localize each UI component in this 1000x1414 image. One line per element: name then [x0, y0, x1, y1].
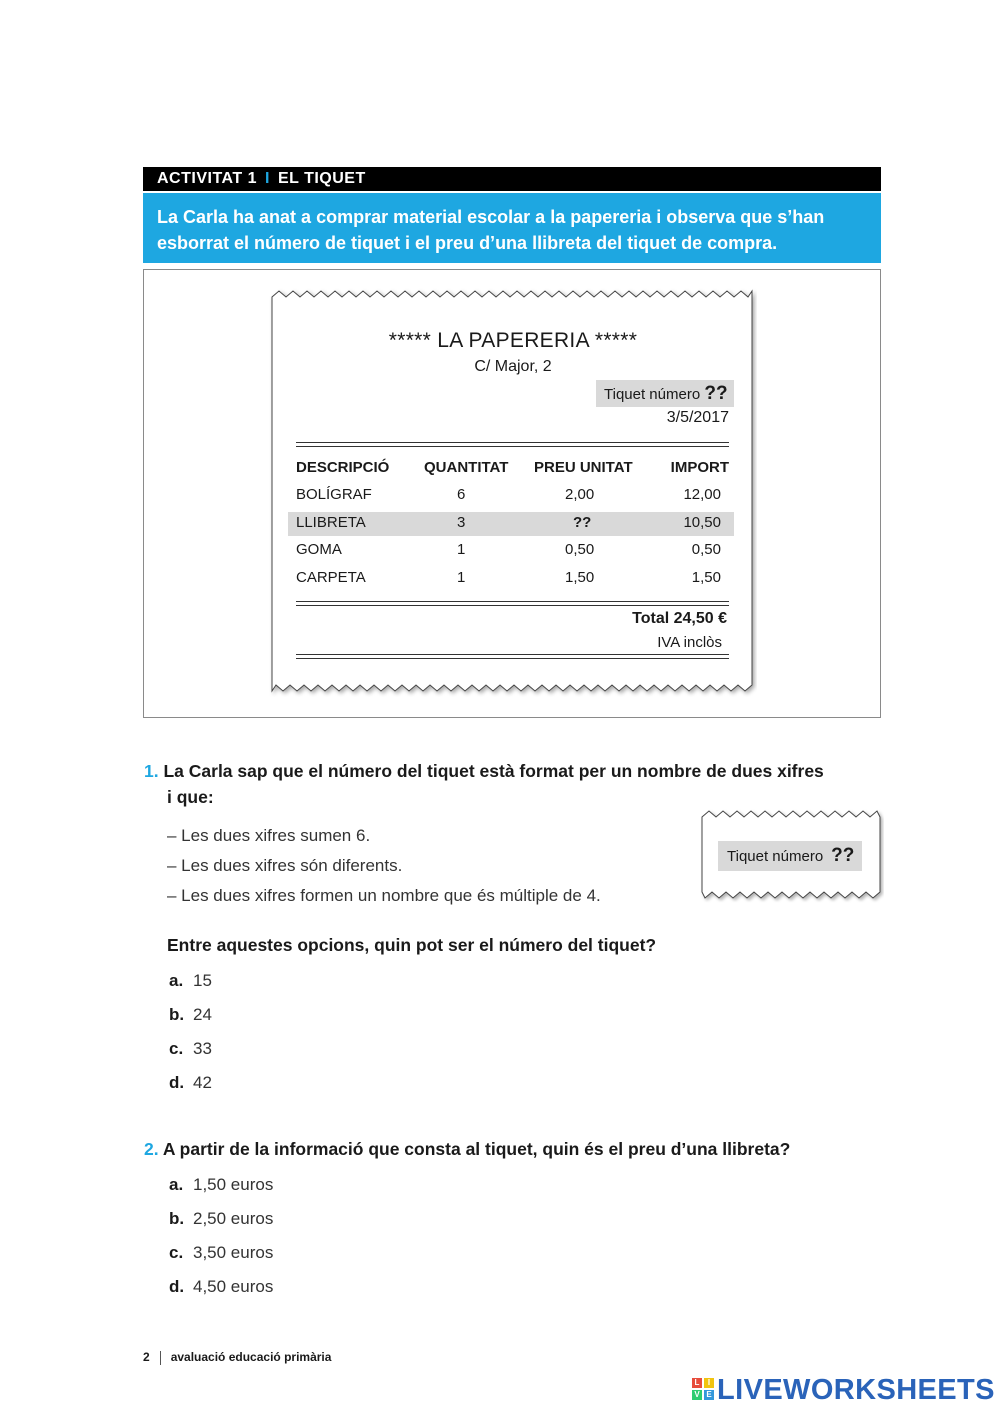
answer-option[interactable] — [169, 1209, 273, 1229]
page-number: 2 — [143, 1350, 150, 1364]
ticket-number-tag — [596, 380, 734, 407]
option-text: 42 — [193, 1073, 212, 1092]
answer-option[interactable] — [169, 1243, 273, 1263]
page-footer — [143, 1350, 331, 1365]
row-unit-price: 2,00 — [565, 486, 595, 503]
condition-item: – Les dues xifres són diferents. — [167, 856, 403, 875]
mini-ticket — [700, 808, 884, 904]
receipt-divider-bottom — [296, 654, 729, 659]
logo-text: LIVEWORKSHEETS — [717, 1374, 995, 1406]
logo-letter: E — [704, 1390, 714, 1400]
option-letter: c. — [169, 1039, 184, 1058]
col-header-description: DESCRIPCIÓ — [296, 459, 390, 476]
footer-text: avaluació educació primària — [170, 1350, 332, 1364]
row-description: LLIBRETA — [296, 514, 366, 531]
receipt-vat-note: IVA inclòs — [657, 634, 722, 651]
activity-intro — [143, 193, 881, 263]
question-1-text-line-1: La Carla sap que el número del tiquet està format per un nombre de dues xifres — [163, 761, 824, 781]
ticket-number-label: Tiquet número — [604, 386, 701, 403]
activity-header — [143, 167, 881, 191]
receipt-divider-middle — [296, 601, 729, 606]
ticket-date: 3/5/2017 — [666, 409, 729, 426]
option-text: 3,50 euros — [193, 1243, 274, 1262]
option-letter: c. — [169, 1243, 184, 1262]
option-letter: a. — [169, 1175, 184, 1194]
receipt-divider-top — [296, 442, 729, 447]
question-2-text: A partir de la informació que consta al tiquet, quin és el preu d’una llibreta? — [162, 1139, 791, 1159]
logo-grid-icon — [692, 1378, 716, 1402]
answer-option[interactable] — [169, 1073, 212, 1093]
header-separator: I — [265, 170, 270, 187]
row-quantity: 6 — [457, 486, 466, 503]
row-description: GOMA — [296, 541, 342, 558]
logo-letter: L — [692, 1378, 702, 1388]
row-quantity: 3 — [457, 514, 466, 531]
option-letter: d. — [169, 1277, 185, 1296]
row-quantity: 1 — [457, 541, 466, 558]
condition-item: – Les dues xifres sumen 6. — [167, 826, 371, 845]
option-letter: b. — [169, 1209, 185, 1228]
logo-letter: V — [692, 1390, 702, 1400]
option-text: 4,50 euros — [193, 1277, 274, 1296]
question-2-number: 2. — [144, 1139, 159, 1159]
row-description: CARPETA — [296, 569, 366, 586]
row-description: BOLÍGRAF — [296, 486, 372, 503]
row-amount: 10,50 — [683, 514, 721, 531]
answer-option[interactable] — [169, 971, 212, 991]
question-1-number: 1. — [144, 761, 159, 781]
option-text: 33 — [193, 1039, 212, 1058]
intro-line-1: La Carla ha anat a comprar material escolar a la papereria i observa que s’han — [157, 207, 825, 227]
question-1 — [144, 758, 824, 810]
mini-ticket-tag — [718, 841, 862, 871]
row-unit-price: ?? — [573, 514, 592, 531]
row-quantity: 1 — [457, 569, 466, 586]
question-1-text-line-2: i que: — [167, 787, 214, 807]
row-unit-price: 1,50 — [565, 569, 595, 586]
receipt — [269, 287, 757, 697]
row-amount: 1,50 — [691, 569, 721, 586]
option-letter: a. — [169, 971, 184, 990]
option-letter: b. — [169, 1005, 185, 1024]
question-1-prompt: Entre aquestes opcions, quin pot ser el número del tiquet? — [167, 935, 657, 955]
answer-option[interactable] — [169, 1039, 212, 1059]
row-amount: 0,50 — [691, 541, 721, 558]
activity-title: EL TIQUET — [277, 170, 366, 187]
col-header-quantity: QUANTITAT — [424, 459, 509, 476]
option-text: 1,50 euros — [193, 1175, 274, 1194]
option-text: 15 — [193, 971, 212, 990]
condition-item: – Les dues xifres formen un nombre que és múltiple de 4. — [167, 886, 601, 905]
answer-option[interactable] — [169, 1005, 212, 1025]
option-letter: d. — [169, 1073, 185, 1092]
ticket-number-value: ?? — [704, 383, 728, 404]
answer-option[interactable] — [169, 1175, 273, 1195]
logo-letter: I — [704, 1378, 714, 1388]
mini-ticket-label: Tiquet número — [727, 848, 824, 865]
row-unit-price: 0,50 — [565, 541, 595, 558]
intro-line-2: esborrat el número de tiquet i el preu d’una llibreta del tiquet de compra. — [157, 233, 778, 253]
row-amount: 12,00 — [683, 486, 721, 503]
option-text: 24 — [193, 1005, 212, 1024]
question-2 — [144, 1136, 790, 1162]
col-header-unit-price: PREU UNITAT — [534, 459, 633, 476]
shop-name: ***** LA PAPERERIA ***** — [388, 329, 638, 352]
receipt-total: Total 24,50 € — [632, 610, 727, 627]
activity-label: ACTIVITAT 1 — [157, 170, 258, 187]
option-text: 2,50 euros — [193, 1209, 274, 1228]
shop-address: C/ Major, 2 — [474, 358, 552, 375]
answer-option[interactable] — [169, 1277, 273, 1297]
col-header-amount: IMPORT — [670, 459, 729, 476]
footer-divider — [160, 1351, 161, 1365]
mini-ticket-value: ?? — [831, 845, 855, 866]
